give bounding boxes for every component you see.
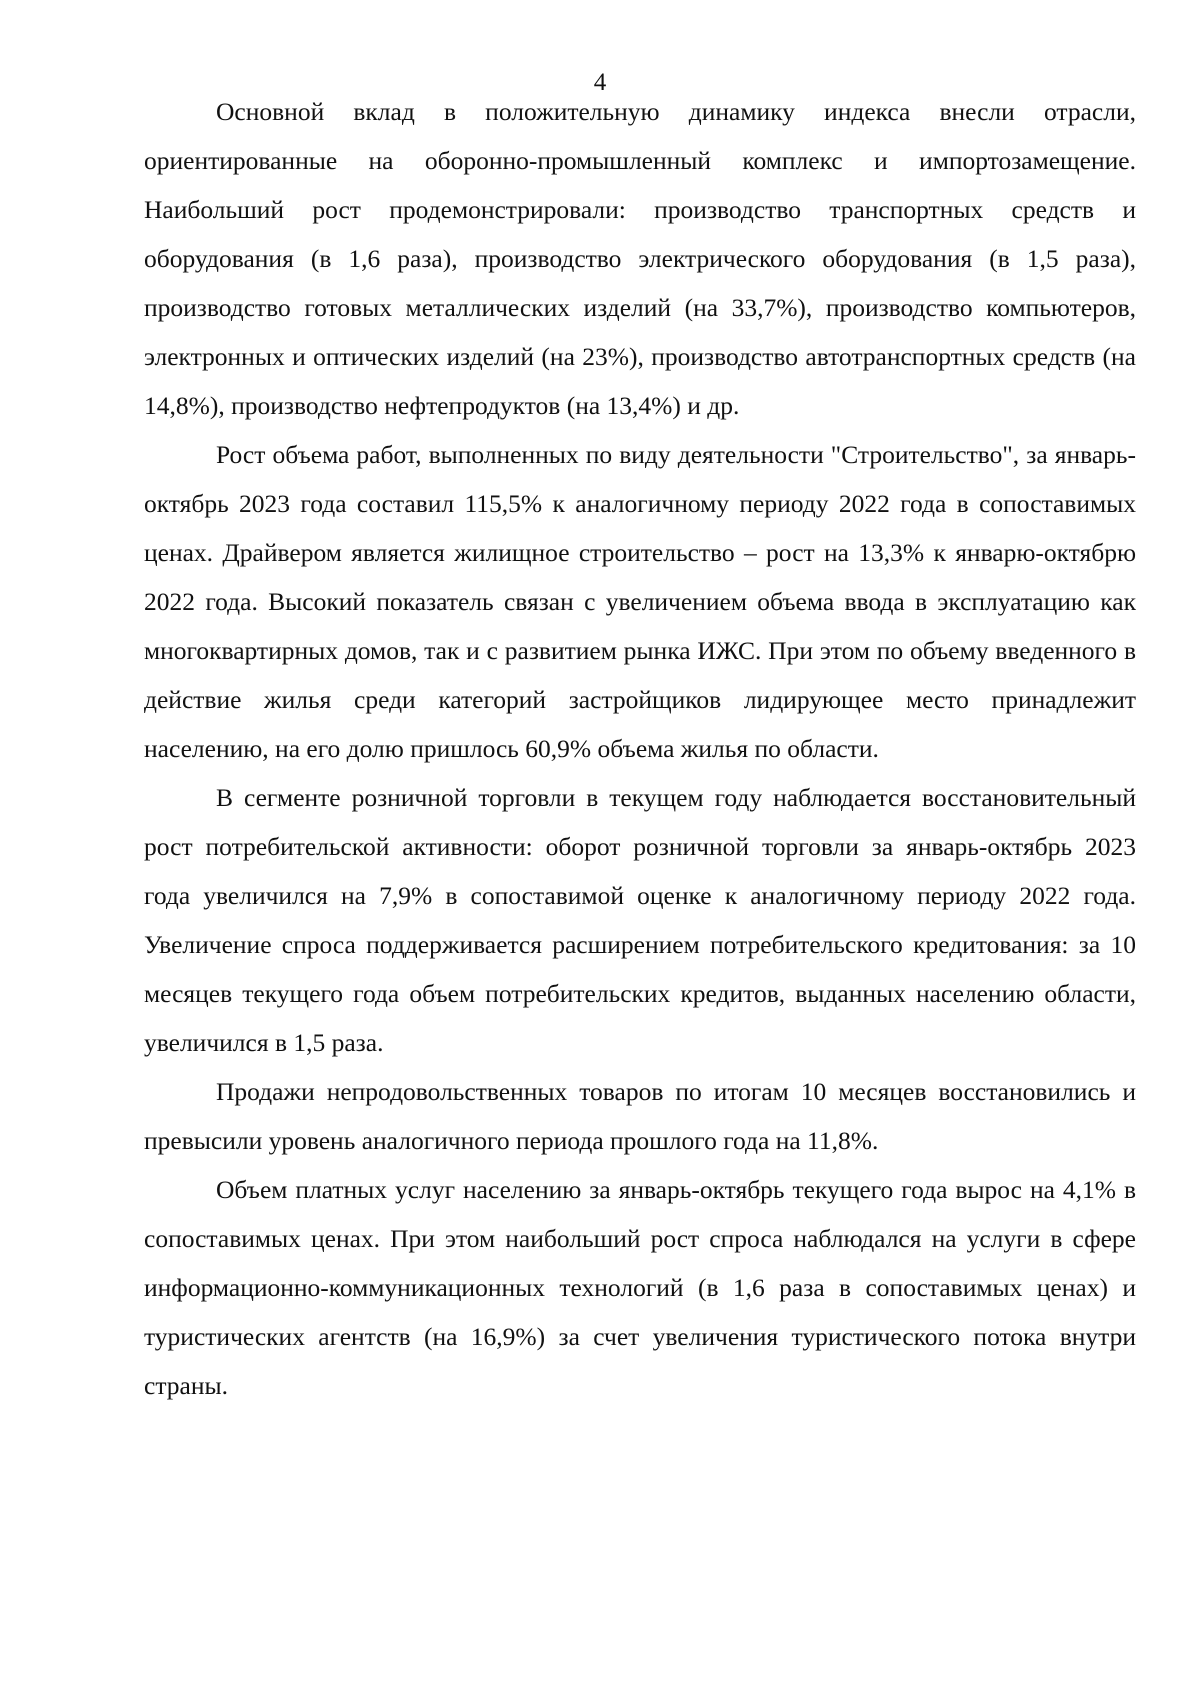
document-body — [144, 87, 1136, 1410]
paragraph-industry-growth: Основной вклад в положительную динамику индекса внесли отрасли, ориентированные на оборонно-промышленный комплекс и импортозамещение. Наибольший рост продемонстрировали: производство транспортных средств и оборудования (в 1,6 раза), производство электрического оборудования (в 1,5 раза), производство готовых металлических изделий (на 33,7%), производство компьютеров, электронных и оптических изделий (на 23%), производство автотранспортных средств (на 14,8%), производство нефтепродуктов (на 13,4%) и др. — [144, 97, 1136, 420]
paragraph-paid-services: Объем платных услуг населению за январь-октябрь текущего года вырос на 4,1% в сопоставимых ценах. При этом наибольший рост спроса наблюдался на услуги в сфере информационно-коммуникационных технологий (в 1,6 раза в сопоставимых ценах) и туристических агентств (на 16,9%) за счет увеличения туристического потока внутри страны. — [144, 1175, 1136, 1400]
paragraph-construction: Рост объема работ, выполненных по виду деятельности "Строительство", за январь-октябрь 2023 года составил 115,5% к аналогичному периоду 2022 года в сопоставимых ценах. Драйвером является жилищное строительство – рост на 13,3% к январю-октябрю 2022 года. Высокий показатель связан с увеличением объема ввода в эксплуатацию как многоквартирных домов, так и с развитием рынка ИЖС. При этом по объему введенного в действие жилья среди категорий застройщиков лидирующее место принадлежит населению, на его долю пришлось 60,9% объема жилья по области. — [144, 440, 1136, 763]
paragraph-non-food-sales: Продажи непродовольственных товаров по итогам 10 месяцев восстановились и превысили уровень аналогичного периода прошлого года на 11,8%. — [144, 1077, 1136, 1155]
paragraph-retail-trade: В сегменте розничной торговли в текущем году наблюдается восстановительный рост потребительской активности: оборот розничной торговли за январь-октябрь 2023 года увеличился на 7,9% в сопоставимой оценке к аналогичному периоду 2022 года. Увеличение спроса поддерживается расширением потребительского кредитования: за 10 месяцев текущего года объем потребительских кредитов, выданных населению области, увеличился в 1,5 раза. — [144, 783, 1136, 1057]
page-number: 4 — [593, 69, 607, 96]
